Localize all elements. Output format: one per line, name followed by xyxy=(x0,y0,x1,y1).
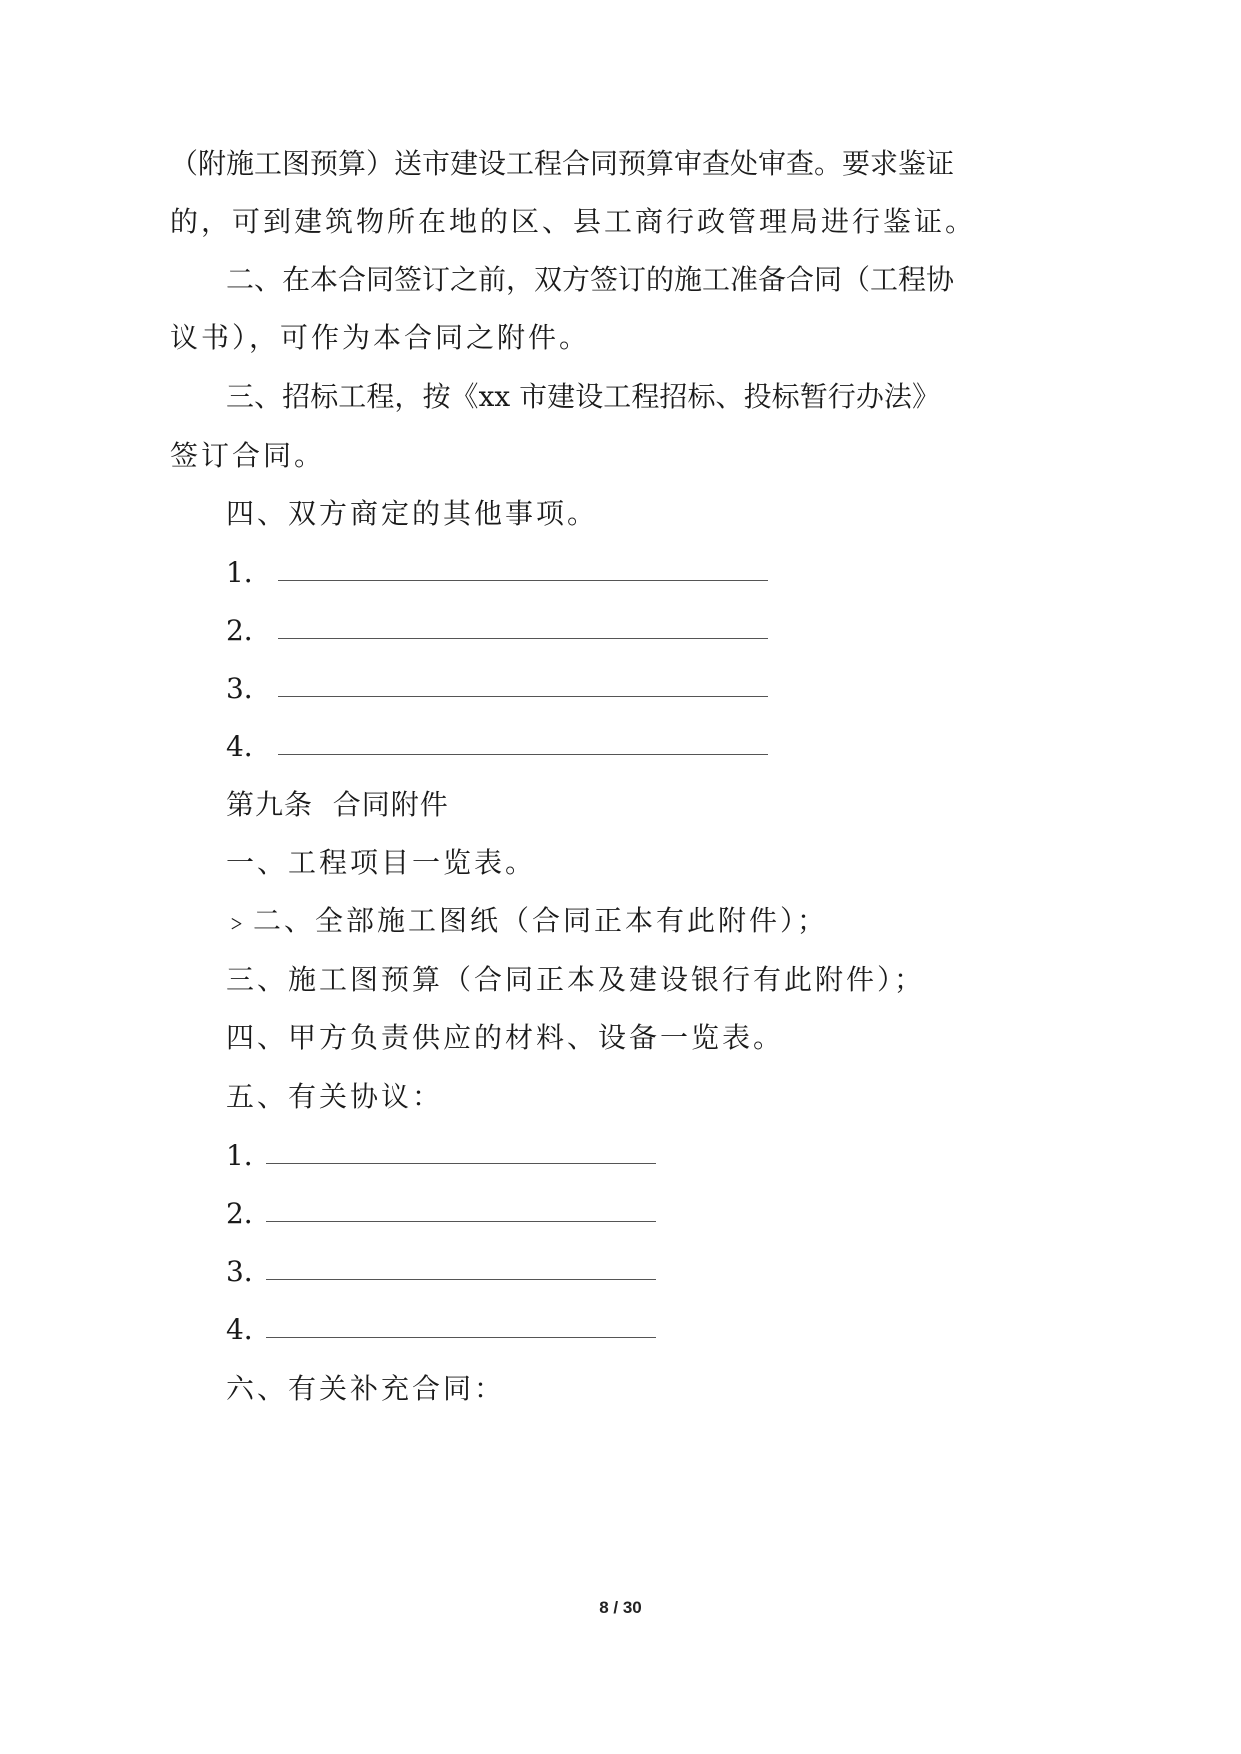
blank-b-3-line xyxy=(266,1279,656,1280)
supplementary-contract-heading: 六、有关补充合同： xyxy=(226,1372,506,1405)
paragraph-3-line-2: 签订合同。 xyxy=(170,439,326,472)
paragraph-2-line-1: 二、在本合同签订之前，双方签订的施工准备合同（工程协 xyxy=(226,263,955,296)
attachment-item-2: ﹥二、全部施工图纸（合同正本有此附件）； xyxy=(222,904,829,937)
attachment-item-4: 四、甲方负责供应的材料、设备一览表。 xyxy=(226,1021,785,1054)
blank-a-4-line xyxy=(278,754,768,755)
blank-a-3-label: 3． xyxy=(226,672,272,705)
blank-a-2-label: 2． xyxy=(226,614,272,647)
blank-b-4-line xyxy=(266,1337,656,1338)
blank-b-2-label: 2． xyxy=(226,1197,272,1230)
attachment-item-1: 一、工程项目一览表。 xyxy=(226,846,537,879)
attachment-item-5: 五、有关协议： xyxy=(226,1080,444,1113)
blank-a-1-label: 1． xyxy=(226,556,272,589)
paragraph-3-line-1: 三、招标工程，按《xx 市建设工程招标、投标暂行办法》 xyxy=(226,380,940,413)
blank-b-1-label: 1． xyxy=(226,1139,272,1172)
paragraph-1-line-1: （附施工图预算）送市建设工程合同预算审查处审查。要求鉴证 xyxy=(170,147,955,180)
paragraph-1-line-2: 的，可到建筑物所在地的区、县工商行政管理局进行鉴证。 xyxy=(170,205,977,238)
blank-a-1-line xyxy=(278,580,768,581)
blank-b-2-line xyxy=(266,1221,656,1222)
article-9-heading: 第九条 合同附件 xyxy=(226,788,449,821)
blank-a-3-line xyxy=(278,696,768,697)
blank-a-4-label: 4． xyxy=(226,730,272,763)
paragraph-4: 四、双方商定的其他事项。 xyxy=(226,497,599,530)
blank-a-2-line xyxy=(278,638,768,639)
attachment-item-3: 三、施工图预算（合同正本及建设银行有此附件）； xyxy=(226,963,926,996)
blank-b-3-label: 3． xyxy=(226,1255,272,1288)
blank-b-4-label: 4． xyxy=(226,1313,272,1346)
paragraph-2-line-2: 议书），可作为本合同之附件。 xyxy=(170,321,591,354)
page-number: 8 / 30 xyxy=(599,1598,642,1617)
blank-b-1-line xyxy=(266,1163,656,1164)
